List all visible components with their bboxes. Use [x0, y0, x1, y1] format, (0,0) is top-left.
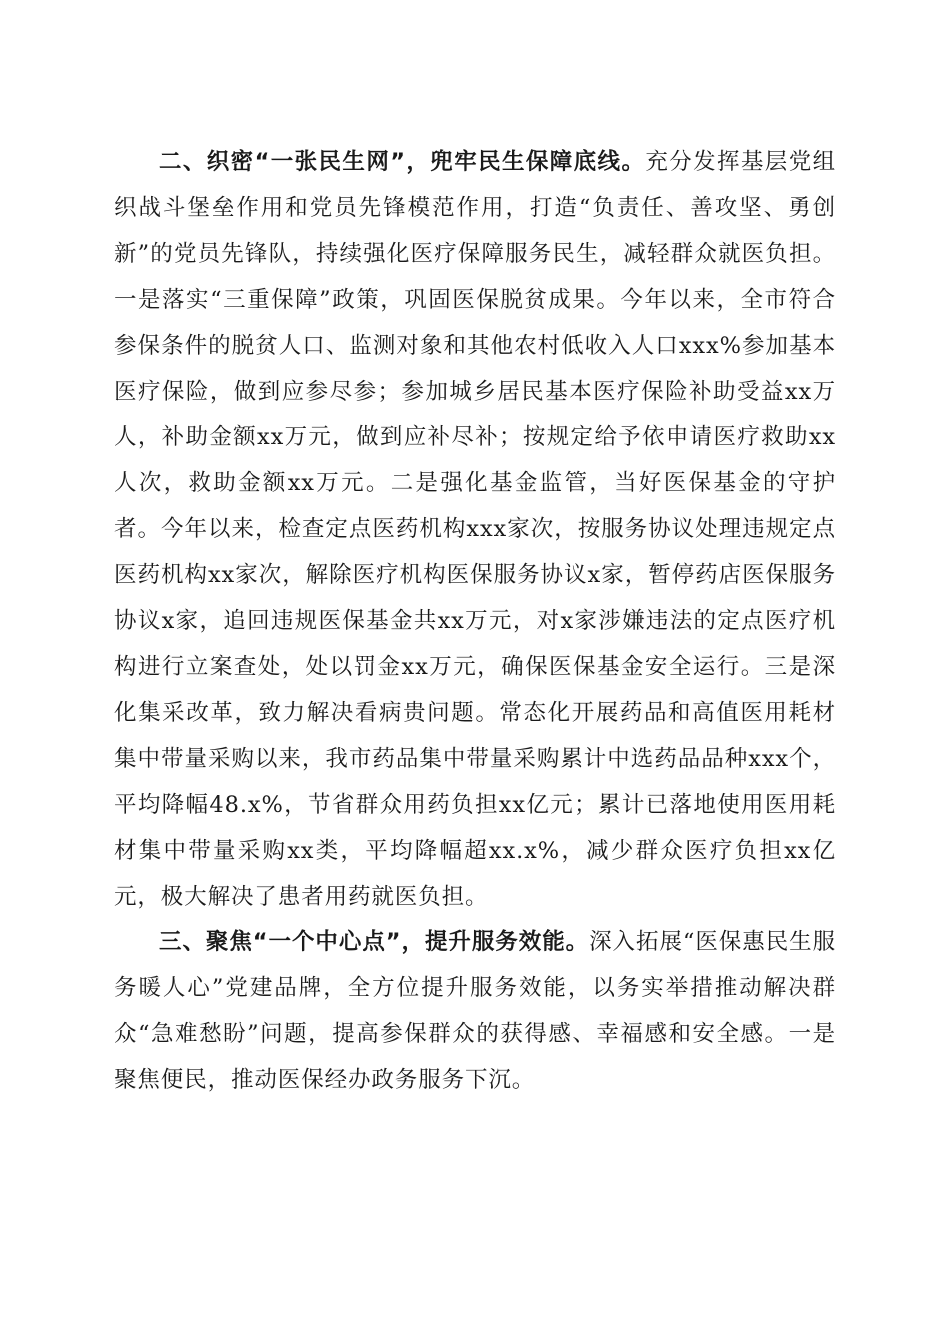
section-body: 充分发挥基层党组织战斗堡垒作用和党员先锋模范作用，打造“负责任、善攻坚、勇创新”的党员先锋队，持续强化医疗保障服务民生，减轻群众就医负担。一是落实“三重保障”政策，巩固医保脱贫成果。今年以来，全市符合参保条件的脱贫人口、监测对象和其他农村低收入人口xxx%参加基本医疗保险，做到应参尽参；参加城乡居民基本医疗保险补助受益xx万人，补助金额xx万元，做到应补尽补；按规定给予依申请医疗救助xx人次，救助金额xx万元。二是强化基金监管，当好医保基金的守护者。今年以来，检查定点医药机构xxx家次，按服务协议处理违规定点医药机构xx家次，解除医疗机构医保服务协议x家，暂停药店医保服务协议x家，追回违规医保基金共xx万元，对x家涉嫌违法的定点医疗机构进行立案查处，处以罚金xx万元，确保医保基金安全运行。三是深化集采改革，致力解决看病贵问题。常态化开展药品和高值医用耗材集中带量采购以来，我市药品集中带量采购累计中选药品品种xxx个，平均降幅48.x%，节省群众用药负担xx亿元；累计已落地使用医用耗材集中带量采购xx类，平均降幅超xx.x%，减少群众医疗负担xx亿元，极大解决了患者用药就医负担。 [114, 149, 836, 910]
paragraph-section-3 [114, 920, 836, 1104]
section-body: 深入拓展“医保惠民生服务暖人心”党建品牌，全方位提升服务效能，以务实举措推动解决群众“急难愁盼”问题，提高参保群众的获得感、幸福感和安全感。一是聚焦便民，推动医保经办政务服务下沉。 [114, 929, 836, 1094]
section-heading: 二、织密“一张民生网”，兜牢民生保障底线。 [159, 149, 646, 175]
section-heading: 三、聚焦“一个中心点”，提升服务效能。 [159, 929, 590, 956]
document-body [114, 140, 836, 1104]
paragraph-section-2 [114, 140, 836, 920]
